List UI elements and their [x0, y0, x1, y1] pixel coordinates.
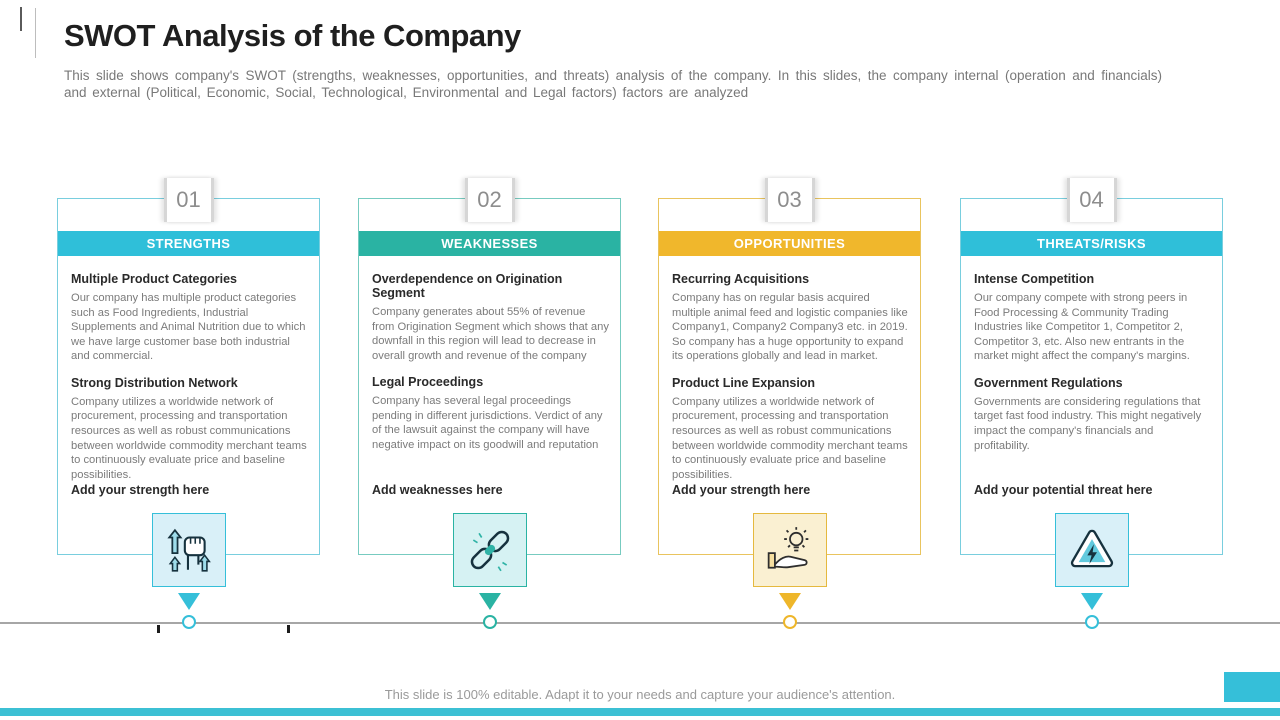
section-text: Company has several legal proceedings pending in different jurisdictions. Verdict of any of the lawsuit against the company will have negative impact on its goodwill and reputation	[372, 395, 603, 451]
slide-corner-mark	[20, 7, 22, 31]
section-text: Our company compete with strong peers in Food Processing & Community Trading Industries like Competitor 1, Competitor 2, Competitor 3, etc. Also new entrants in the market might affect the company's margins.	[974, 292, 1190, 363]
threats-number-tab: 04	[1067, 178, 1117, 222]
weaknesses-card	[358, 187, 621, 555]
opportunities-number-tab: 03	[765, 178, 815, 222]
strengths-header: STRENGTHS	[58, 231, 319, 256]
threats-card	[960, 187, 1223, 555]
section-text: Company utilizes a worldwide network of procurement, processing and transportation resources as well as robust communications between worldwide commodity merchant teams to continuously evaluate price and baseline possibilities.	[71, 395, 307, 481]
opportunities-body	[672, 262, 909, 494]
section-text: Governments are considering regulations that target fast food industry. This might negatively impact the company's financials and profitability.	[974, 395, 1202, 452]
timeline-dot	[1085, 615, 1099, 629]
section-heading: Recurring Acquisitions	[672, 272, 810, 286]
title-accent-line	[35, 8, 36, 58]
threats-icon-box	[1055, 513, 1129, 587]
pointer-triangle	[178, 593, 200, 610]
opportunities-card	[658, 187, 921, 555]
section-heading: Legal Proceedings	[372, 375, 484, 390]
threats-header: THREATS/RISKS	[961, 231, 1222, 256]
weaknesses-icon-box	[453, 513, 527, 587]
weaknesses-header: WEAKNESSES	[359, 231, 620, 256]
section-text: Company generates about 55% of revenue from Origination Segment which shows that any downfall in this region will lead to decrease in overall growth and revenue of the company	[372, 306, 609, 362]
add-strength-placeholder: Add your strength here	[71, 483, 210, 497]
section-heading: Multiple Product Categories	[71, 272, 237, 286]
tick-mark	[157, 625, 160, 633]
section-heading: Strong Distribution Network	[71, 375, 238, 390]
section-text: Company has on regular basis acquired multiple animal feed and logistic companies like Company1, Company2 Company3 etc. in 2019. So company has a huge opportunity to expand its operations globally and lead in market.	[672, 292, 908, 363]
section-heading: Government Regulations	[974, 375, 1123, 390]
add-threat-placeholder: Add your potential threat here	[974, 483, 1153, 497]
section-text: Our company has multiple product categories such as Food Ingredients, Industrial Supplements and Animal Nutrition due to which we have large customer base both industrial and commercial.	[71, 292, 306, 363]
section-text: Company utilizes a worldwide network of procurement, processing and transportation resources as well as robust communications between worldwide commodity merchant teams to continuously evaluate price and baseline possibilities.	[672, 395, 908, 481]
page-subtitle: This slide shows company's SWOT (strengths, weaknesses, opportunities, and threats) analysis of the company. In this slides, the company internal (operation and financials) and external (Political, Economic, Social, Technological, Environmental and Legal factors) factors are analyzed	[64, 68, 1162, 100]
strengths-card	[57, 187, 320, 555]
section-heading: Overdependence on Origination Segment	[372, 272, 563, 300]
section-heading: Intense Competition	[974, 272, 1095, 286]
strengths-icon-box	[152, 513, 226, 587]
weaknesses-number-tab: 02	[465, 178, 515, 222]
page-title: SWOT Analysis of the Company	[64, 18, 521, 53]
tick-mark	[287, 625, 290, 633]
section-heading: Product Line Expansion	[672, 375, 816, 390]
warning-triangle-bolt-icon	[1067, 525, 1117, 575]
add-weakness-placeholder: Add weaknesses here	[372, 483, 503, 497]
weaknesses-body	[372, 262, 609, 465]
timeline-dot	[483, 615, 497, 629]
chain-link-icon	[465, 525, 515, 575]
pointer-triangle	[779, 593, 801, 610]
strengths-body	[71, 262, 308, 494]
threats-body	[974, 262, 1211, 465]
corner-accent-rect	[1224, 672, 1280, 702]
editable-note: This slide is 100% editable. Adapt it to your needs and capture your audience's attention.	[384, 687, 896, 702]
fist-with-arrows-icon	[164, 525, 214, 575]
timeline-dot	[182, 615, 196, 629]
opportunities-icon-box	[753, 513, 827, 587]
pointer-triangle	[1081, 593, 1103, 610]
bottom-accent-bar	[0, 708, 1280, 716]
opportunities-header: OPPORTUNITIES	[659, 231, 920, 256]
pointer-triangle	[479, 593, 501, 610]
add-opportunity-placeholder: Add your strength here	[672, 483, 811, 497]
hand-with-lightbulb-icon	[765, 525, 815, 575]
timeline-dot	[783, 615, 797, 629]
strengths-number-tab: 01	[164, 178, 214, 222]
